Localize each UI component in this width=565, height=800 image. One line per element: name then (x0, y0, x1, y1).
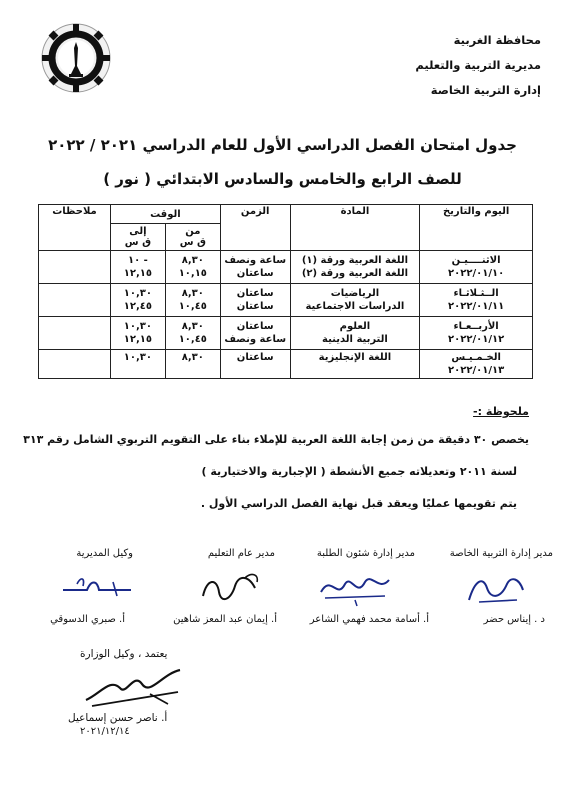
ministry-logo-icon (40, 22, 112, 94)
table-row (39, 350, 533, 379)
signature-scribble-icon (195, 570, 265, 608)
subject-cell (290, 251, 420, 284)
day-date-cell (420, 317, 533, 350)
duration-cell (220, 284, 290, 317)
to-time: ١٠,٣٠ (123, 321, 153, 332)
to-time: - ١٠ (127, 255, 148, 266)
notes-cell (39, 350, 111, 379)
signature-title: مدير إدارة التربية الخاصة (449, 548, 553, 559)
subject-cell (290, 317, 420, 350)
approval-name: أ. ناصر حسن إسماعيل (68, 712, 168, 724)
duration-cell (220, 251, 290, 284)
header-to-label: إلى (129, 226, 147, 237)
to-time: ١٠,٣٠ (123, 352, 153, 363)
from-time: ١٠,٤٥ (178, 301, 207, 312)
signature-scribble-icon (461, 570, 531, 606)
to-cell (110, 284, 165, 317)
header-notes: ملاحظات (39, 205, 111, 251)
header-directorate: مديرية التربية والتعليم (415, 58, 541, 72)
from-cell (165, 251, 220, 284)
from-cell (165, 317, 220, 350)
header-to (110, 224, 165, 251)
day-label: الاثنــــيـن (451, 255, 501, 266)
signature-name: أ. صبري الدسوقي (50, 614, 125, 625)
to-time: ١٢,١٥ (123, 334, 153, 345)
note-paragraph: يتم تقويمها عمليًا ويعقد قبل نهاية الفصل الدراسي الأول . (200, 497, 517, 510)
date-label: ٢٠٢٢/٠١/١٢ (448, 334, 505, 345)
header-block (415, 28, 541, 103)
table-row (39, 284, 533, 317)
duration-label: ساعتان (236, 321, 274, 332)
signature-name: د . إيناس حضر (483, 614, 545, 625)
exam-schedule-table (38, 204, 533, 379)
header-subject: المادة (290, 205, 420, 251)
header-from-units: ق س (179, 237, 206, 248)
subject-label: التربية الدينية (322, 334, 388, 345)
signature-title: مدير إدارة شئون الطلبة (316, 548, 415, 559)
duration-label: ساعة ونصف (224, 334, 287, 345)
day-label: الأربــعـاء (453, 321, 499, 332)
approval-date: ٢٠٢١/١٢/١٤ (80, 726, 130, 737)
to-time: ١٢,٤٥ (123, 301, 153, 312)
from-cell (165, 284, 220, 317)
schedule-subtitle: للصف الرابع والخامس والسادس الابتدائي ( نور ) (103, 170, 462, 188)
signature-name: أ. إيمان عبد المعز شاهين (173, 614, 277, 625)
from-time: ١٠,١٥ (178, 268, 207, 279)
duration-label: ساعة ونصف (224, 255, 287, 266)
header-governorate: محافظة الغربية (453, 33, 541, 47)
from-cell (165, 350, 220, 379)
header-time: الوقت (110, 205, 220, 224)
subject-label: الرياضيات (330, 288, 380, 299)
to-time: ١٢,١٥ (123, 268, 153, 279)
subject-cell (290, 284, 420, 317)
duration-label: ساعتان (236, 288, 274, 299)
duration-label: ساعتان (236, 268, 274, 279)
header-from-label: من (185, 226, 201, 237)
notes-cell (39, 317, 111, 350)
to-cell (110, 350, 165, 379)
signature-name: أ. أسامة محمد فهمي الشاعر (309, 614, 429, 625)
to-cell (110, 251, 165, 284)
day-label: الخـمـيـس (451, 352, 501, 363)
approval-label: يعتمد ، وكيل الوزارة (80, 648, 168, 660)
date-label: ٢٠٢٢/٠١/١١ (448, 301, 505, 312)
table-row (39, 251, 533, 284)
day-label: الــثـلاثـاء (453, 288, 499, 299)
to-time: ١٠,٣٠ (123, 288, 153, 299)
header-to-units: ق س (124, 237, 152, 248)
duration-cell (220, 317, 290, 350)
note-paragraph: لسنة ٢٠١١ وتعديلاته جميع الأنشطة ( الإجبارية والاختيارية ) (201, 465, 517, 478)
duration-label: ساعتان (236, 301, 274, 312)
day-date-cell (420, 350, 533, 379)
header-duration: الزمن (220, 205, 290, 251)
subject-label: اللغة الإنجليزية (318, 352, 392, 363)
schedule-title: جدول امتحان الفصل الدراسي الأول للعام الدراسي ٢٠٢١ / ٢٠٢٢ (48, 136, 517, 154)
signature-scribble-icon (315, 570, 395, 608)
header-from (165, 224, 220, 251)
date-label: ٢٠٢٢/٠١/١٠ (448, 268, 505, 279)
from-time: ١٠,٤٥ (178, 334, 207, 345)
notes-cell (39, 284, 111, 317)
subject-label: العلوم (339, 321, 371, 332)
from-time: ٨,٣٠ (181, 352, 204, 363)
from-time: ٨,٣٠ (181, 255, 204, 266)
duration-cell (220, 350, 290, 379)
signature-title: وكيل المديرية (76, 548, 133, 559)
header-department: إدارة التربية الخاصة (430, 83, 541, 97)
table-header-row (39, 205, 533, 224)
approval-signature-icon (80, 664, 190, 712)
day-date-cell (420, 284, 533, 317)
notes-cell (39, 251, 111, 284)
subject-label: اللغة العربية ورقة (٢) (301, 268, 409, 279)
note-paragraph: يخصص ٣٠ دقيقة من زمن إجابة اللغة العربية للإملاء بناء على التقويم التربوي الشامل رقم ٣١٣ (23, 433, 529, 446)
subject-label: اللغة العربية ورقة (١) (301, 255, 409, 266)
signature-scribble-icon (57, 570, 137, 606)
day-date-cell (420, 251, 533, 284)
subject-label: الدراسات الاجتماعية (305, 301, 405, 312)
note-label: ملحوظة :- (473, 405, 529, 418)
table-row (39, 317, 533, 350)
header-day-date: اليوم والتاريخ (420, 205, 533, 251)
signature-title: مدير عام التعليم (207, 548, 275, 559)
from-time: ٨,٣٠ (181, 321, 204, 332)
date-label: ٢٠٢٢/٠١/١٣ (448, 365, 505, 376)
subject-cell (290, 350, 420, 379)
duration-label: ساعتان (236, 352, 274, 363)
from-time: ٨,٣٠ (181, 288, 204, 299)
to-cell (110, 317, 165, 350)
